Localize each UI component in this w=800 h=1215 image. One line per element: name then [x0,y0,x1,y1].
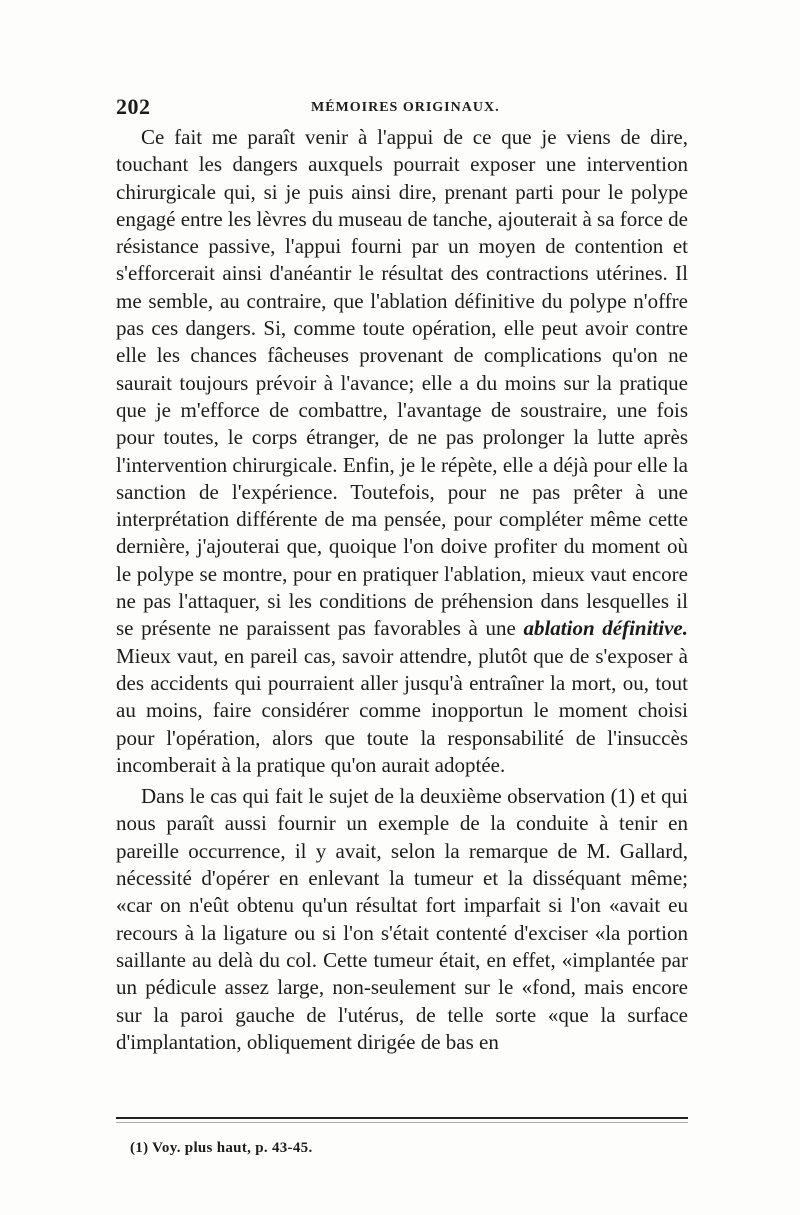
paragraph-1 [116,124,688,779]
paragraph-2: Dans le cas qui fait le sujet de la deuxième observation (1) et qui nous paraît aussi fournir un exemple de la conduite à tenir en pareille occurrence, il y avait, selon la remarque de M. Gallard, nécessité d'opérer en enlevant la tumeur et la disséquant même; «car on n'eût obtenu qu'un résultat fort imparfait si l'on «avait eu recours à la ligature ou si l'on s'était contenté d'exciser «la portion saillante au delà du col. Cette tumeur était, en effet, «implantée par un pédicule assez large, non-seulement sur le «fond, mais encore sur la paroi gauche de l'utérus, de telle sorte «que la surface d'implantation, obliquement dirigée de bas en [116,784,688,1054]
body-text [116,124,688,1056]
footnote-rule-secondary [116,1122,688,1123]
paragraph-1-text: Ce fait me paraît venir à l'appui de ce que je viens de dire, touchant les dangers auxquels pourrait exposer une intervention chirurgicale qui, si je puis ainsi dire, prenant parti pour le polype engagé entre les lèvres du museau de tanche, ajouterait à sa force de résistance passive, l'appui fourni par un moyen de contention et s'efforcerait ainsi d'anéantir le résultat des contractions utérines. Il me semble, au contraire, que l'ablation définitive du polype n'offre pas ces dangers. Si, comme toute opération, elle peut avoir contre elle les chances fâcheuses provenant de complications qu'on ne saurait toujours prévoir à l'avance; elle a du moins sur la pratique que je m'efforce de combattre, l'avantage de soustraire, une fois pour toutes, le corps étranger, de ne pas prolonger la lutte après l'intervention chirurgicale. Enfin, je le répète, elle a déjà pour elle la sanction de l'expérience. Toutefois, pour ne pas prêter à une interprétation différente de ma pensée, pour compléter même cette dernière, j'ajouterai que, quoique l'on doive profiter du moment où le polype se montre, pour en pratiquer l'ablation, mieux vaut encore ne pas l'attaquer, si les conditions de préhension dans lesquelles il se présente ne paraissent pas favorables à une [116,125,688,641]
paragraph-1-end: Mieux vaut, en pareil cas, savoir attendre, plutôt que de s'exposer à des accidents qui pourraient aller jusqu'à entraîner la mort, ou, tout au moins, faire considérer comme inopportun le moment choisi pour l'opération, alors que toute la responsabilité de l'insuccès incomberait à la pratique qu'on aurait adoptée. [116,643,688,777]
footnote: (1) Voy. plus haut, p. 43-45. [130,1140,313,1156]
page-header [116,94,688,124]
emphasis-ablation: ablation définitive. [523,616,688,641]
footnote-rule [116,1117,688,1119]
page-number: 202 [116,94,151,119]
running-head: MÉMOIRES ORIGINAUX. [311,100,500,115]
